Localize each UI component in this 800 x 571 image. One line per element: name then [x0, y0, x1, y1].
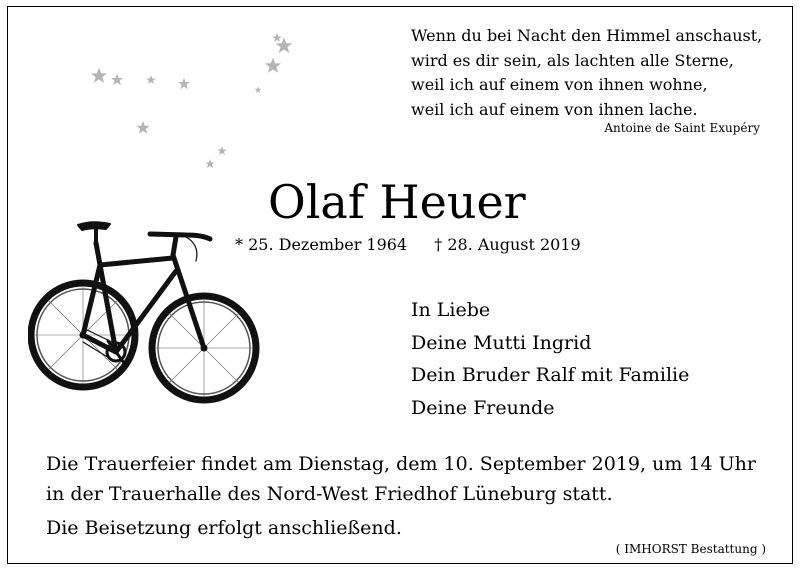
- ceremony-line: in der Trauerhalle des Nord-West Friedhof Lüneburg statt.: [46, 483, 613, 505]
- quote-author: Antoine de Saint Exupéry: [604, 121, 760, 135]
- quote-block: [411, 24, 762, 122]
- quote-line: wird es dir sein, als lachten alle Sterne,: [411, 50, 734, 70]
- quote-line: weil ich auf einem von ihnen lache.: [411, 99, 698, 119]
- life-dates: [235, 235, 581, 254]
- stars-decoration-icon: [85, 30, 300, 175]
- birth-date: * 25. Dezember 1964: [235, 235, 408, 254]
- mourner-line: Deine Mutti Ingrid: [411, 331, 592, 354]
- quote-line: Wenn du bei Nacht den Himmel anschaust,: [411, 26, 763, 45]
- undertaker-credit: ( IMHORST Bestattung ): [615, 542, 766, 556]
- mourners-list: [411, 294, 689, 424]
- mourner-line: Dein Bruder Ralf mit Familie: [411, 364, 690, 386]
- mourner-line: Deine Freunde: [411, 396, 555, 419]
- ceremony-line: Die Trauerfeier findet am Dienstag, dem 10. September 2019, um 14 Uhr: [46, 453, 756, 475]
- burial-line: Die Beisetzung erfolgt anschließend.: [46, 517, 402, 539]
- bicycle-icon: [28, 215, 268, 420]
- quote-line: weil ich auf einem von ihnen wohne,: [411, 75, 708, 94]
- ceremony-info: [46, 449, 756, 543]
- mourner-line: In Liebe: [411, 299, 491, 321]
- deceased-name: Olaf Heuer: [268, 175, 526, 229]
- death-date: † 28. August 2019: [434, 235, 581, 254]
